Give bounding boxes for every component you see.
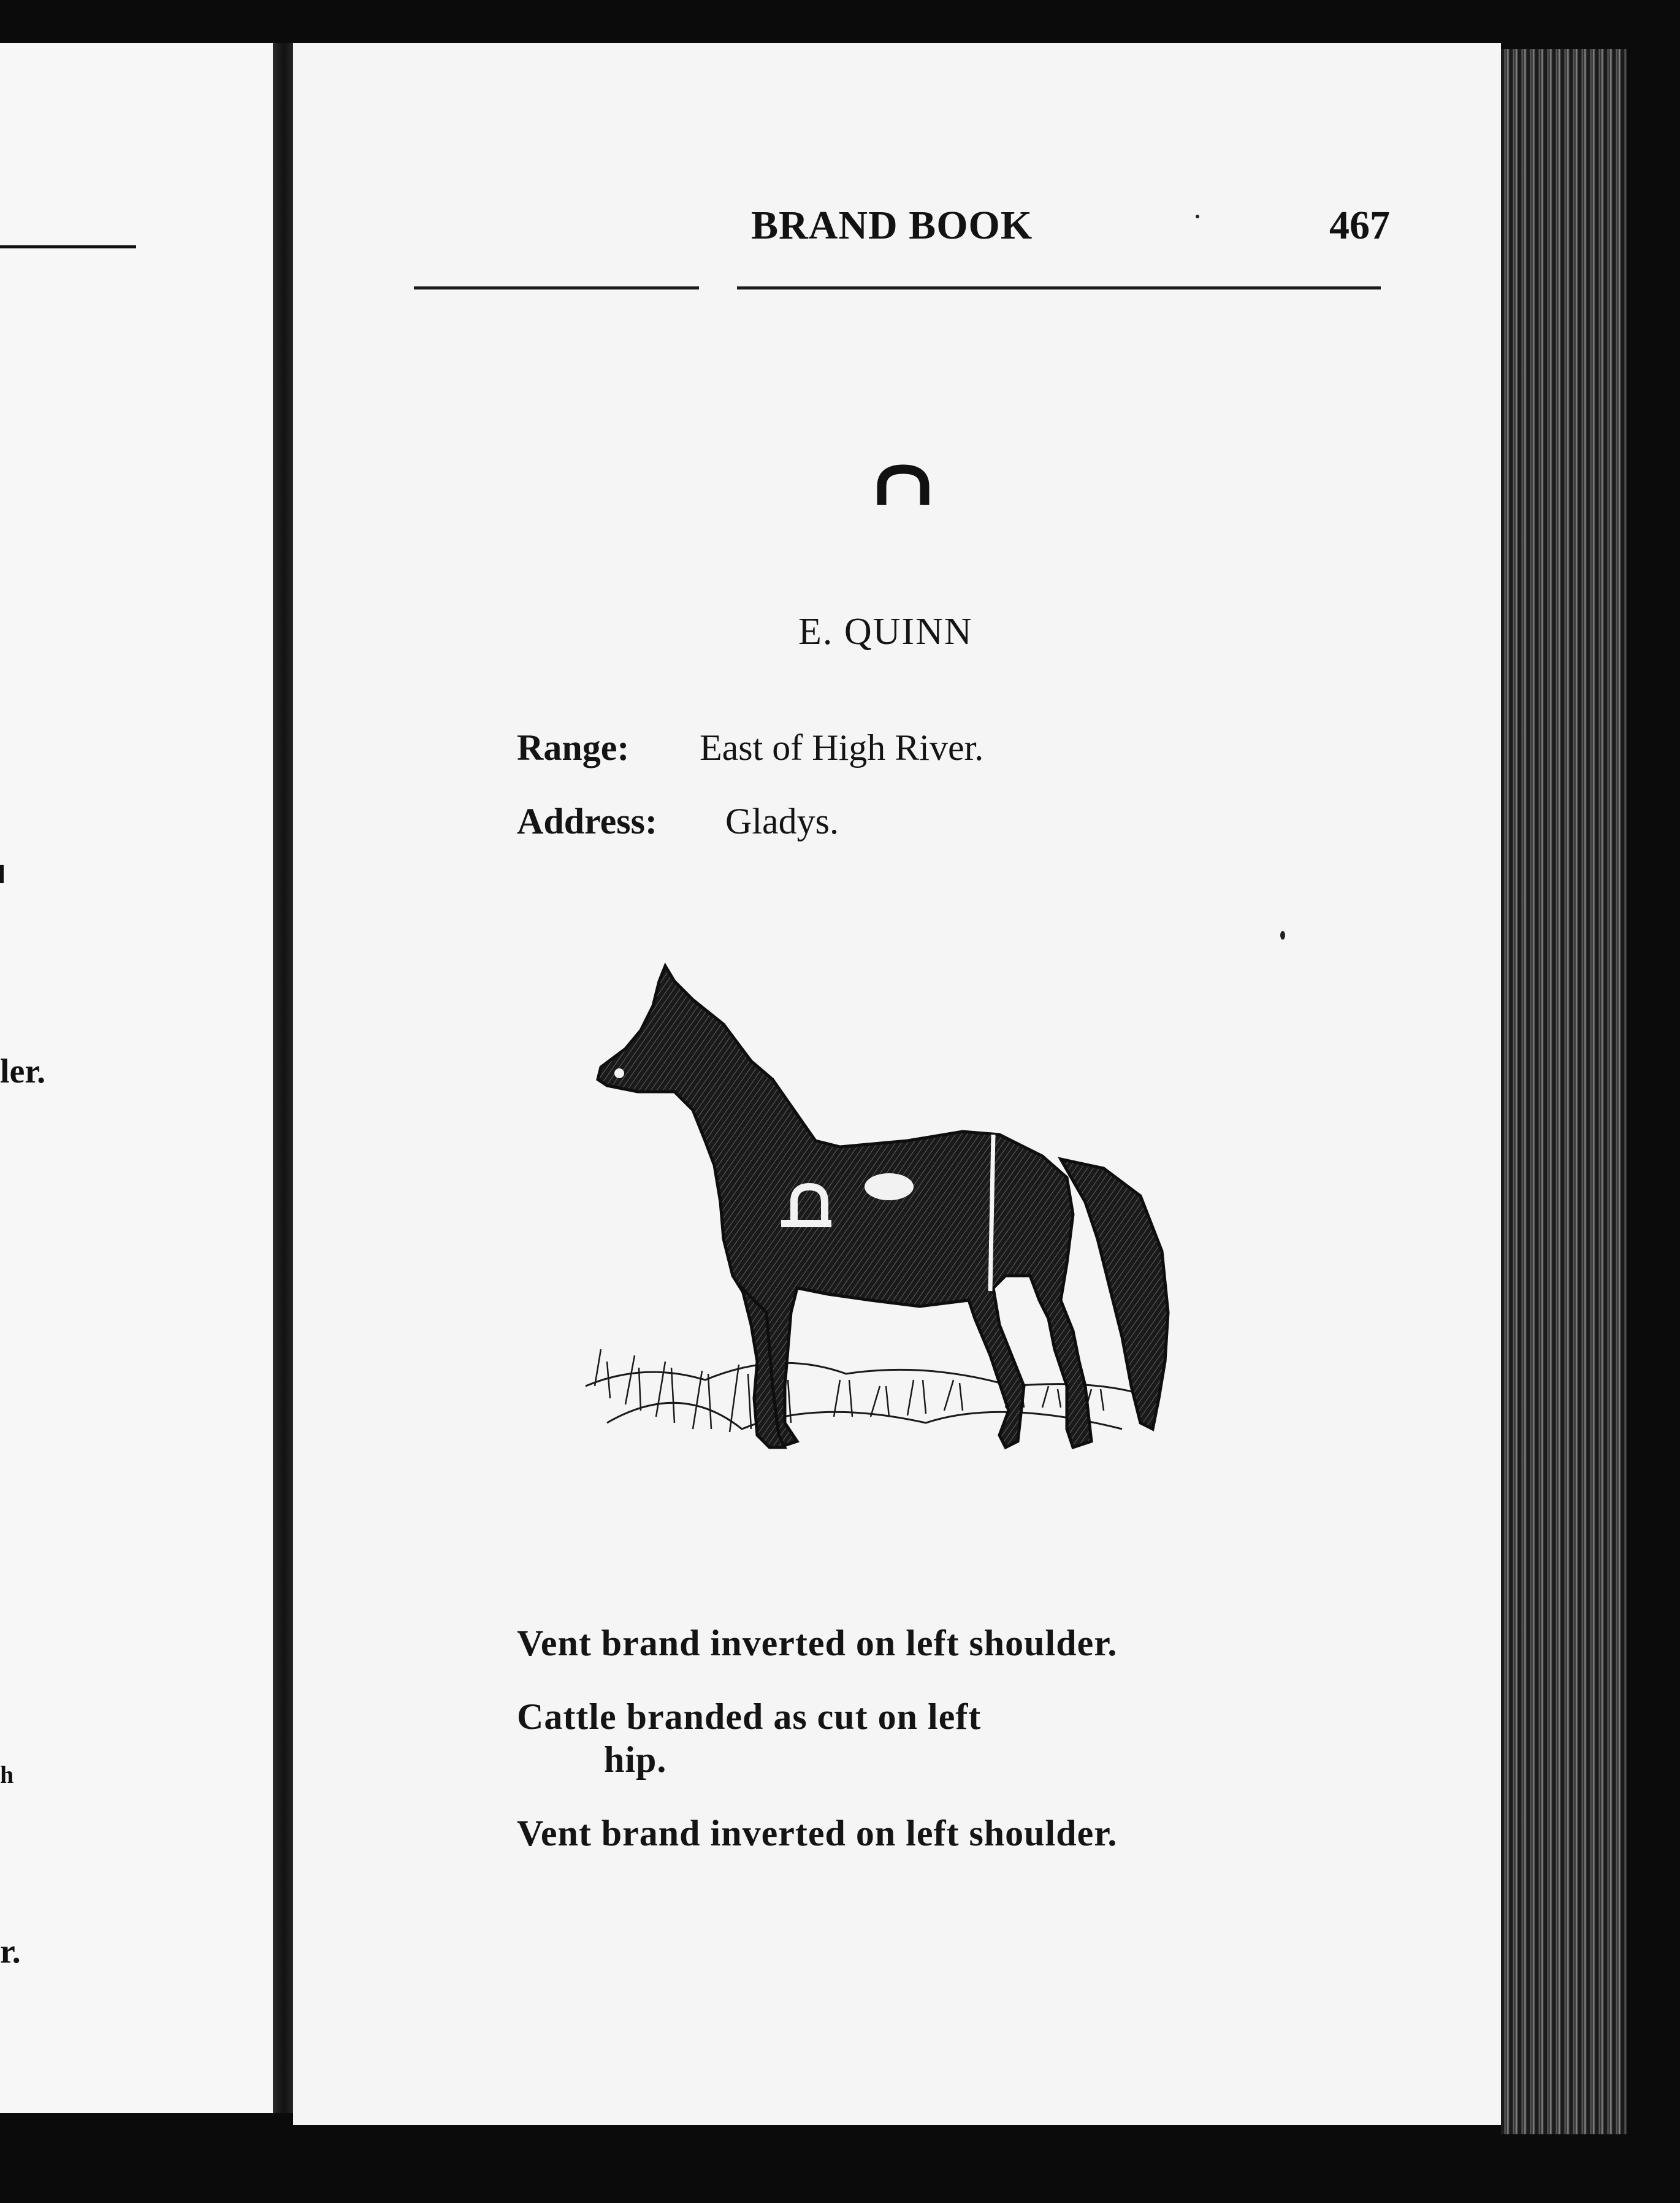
- page-number: 467: [1329, 203, 1390, 248]
- print-speck: [1196, 215, 1199, 218]
- print-speck: [1280, 931, 1285, 940]
- brand-symbol-icon: [876, 463, 931, 506]
- previous-page: [0, 43, 273, 2113]
- owner-name: E. QUINN: [798, 611, 973, 653]
- address-label: Address:: [517, 801, 657, 841]
- previous-page-rule: [0, 245, 136, 248]
- brand-note: Vent brand inverted on left shoulder.: [517, 1623, 1118, 1663]
- horse-icon: [582, 957, 1226, 1509]
- previous-page-mark: [0, 865, 4, 883]
- range-field: [517, 727, 984, 769]
- range-value: East of High River.: [700, 727, 984, 768]
- page-edges: [1501, 49, 1627, 2134]
- book-gutter: [273, 43, 295, 2113]
- brand-note: Cattle branded as cut on left: [517, 1696, 982, 1737]
- previous-page-text-fragment: r.: [0, 1933, 21, 1971]
- address-field: [517, 800, 839, 843]
- header-rule: [737, 286, 1381, 289]
- header-rule: [414, 286, 699, 289]
- brand-note: Vent brand inverted on left shoulder.: [517, 1813, 1118, 1853]
- previous-page-text-fragment: ler.: [0, 1052, 46, 1090]
- range-label: Range:: [517, 727, 630, 768]
- brand-note-continuation: hip.: [604, 1739, 667, 1780]
- address-value: Gladys.: [725, 801, 839, 841]
- running-header: BRAND BOOK: [751, 203, 1033, 248]
- previous-page-text-fragment: h: [0, 1761, 14, 1788]
